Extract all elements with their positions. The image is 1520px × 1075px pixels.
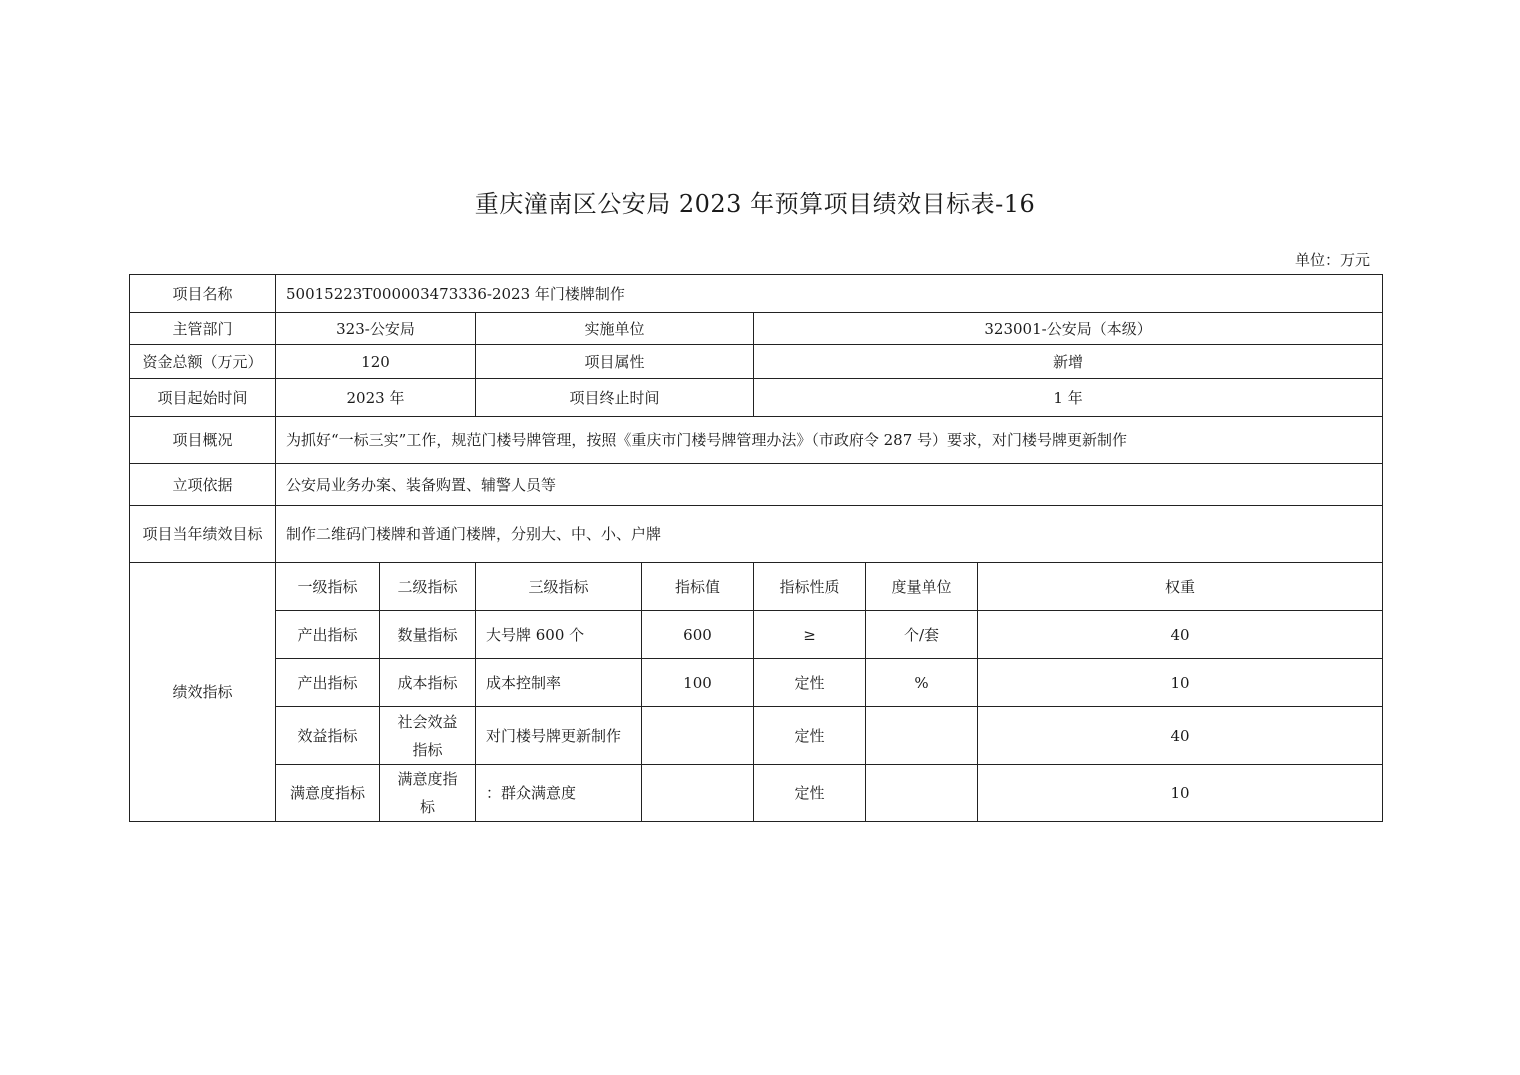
performance-table bbox=[129, 274, 1383, 822]
nature-cell: ≥ bbox=[754, 611, 866, 659]
nature-cell: 定性 bbox=[754, 659, 866, 707]
level1-cell: 产出指标 bbox=[276, 611, 380, 659]
level3-cell: ：群众满意度 bbox=[476, 765, 642, 822]
level3-cell: 大号牌 600 个 bbox=[476, 611, 642, 659]
header-cell: 度量单位 bbox=[866, 563, 978, 611]
level2-cell: 满意度指标 bbox=[380, 765, 476, 822]
basis-value: 公安局业务办案、装备购置、辅警人员等 bbox=[276, 464, 1383, 506]
header-cell: 指标值 bbox=[642, 563, 754, 611]
table-row bbox=[130, 464, 1383, 506]
impl-value: 323001-公安局（本级） bbox=[754, 313, 1383, 345]
nature-cell: 定性 bbox=[754, 765, 866, 822]
weight-cell: 10 bbox=[978, 659, 1383, 707]
attr-value: 新增 bbox=[754, 345, 1383, 379]
overview-label: 项目概况 bbox=[130, 417, 276, 464]
table-row bbox=[130, 379, 1383, 417]
fund-value: 120 bbox=[276, 345, 476, 379]
indicator-header-row bbox=[130, 563, 1383, 611]
attr-label: 项目属性 bbox=[476, 345, 754, 379]
level3-cell: 对门楼号牌更新制作 bbox=[476, 707, 642, 765]
table-row bbox=[130, 506, 1383, 563]
table-row bbox=[130, 275, 1383, 313]
table-row bbox=[130, 345, 1383, 379]
impl-label: 实施单位 bbox=[476, 313, 754, 345]
level1-cell: 效益指标 bbox=[276, 707, 380, 765]
weight-cell: 40 bbox=[978, 707, 1383, 765]
start-label: 项目起始时间 bbox=[130, 379, 276, 417]
value-cell: 100 bbox=[642, 659, 754, 707]
start-value: 2023 年 bbox=[276, 379, 476, 417]
level3-cell: 成本控制率 bbox=[476, 659, 642, 707]
header-cell: 权重 bbox=[978, 563, 1383, 611]
header-cell: 三级指标 bbox=[476, 563, 642, 611]
table-row bbox=[130, 611, 1383, 659]
page-title: 重庆潼南区公安局 2023 年预算项目绩效目标表-16 bbox=[474, 190, 1036, 218]
unit-cell: 个/套 bbox=[866, 611, 978, 659]
unit-label: 单位：万元 bbox=[1294, 251, 1370, 269]
level2-cell: 数量指标 bbox=[380, 611, 476, 659]
unit-cell: % bbox=[866, 659, 978, 707]
weight-cell: 40 bbox=[978, 611, 1383, 659]
value-cell bbox=[642, 765, 754, 822]
end-value: 1 年 bbox=[754, 379, 1383, 417]
table-row bbox=[130, 313, 1383, 345]
table-row bbox=[130, 707, 1383, 765]
table-row bbox=[130, 417, 1383, 464]
indicator-section-label: 绩效指标 bbox=[130, 563, 276, 822]
nature-cell: 定性 bbox=[754, 707, 866, 765]
header-cell: 指标性质 bbox=[754, 563, 866, 611]
value-cell bbox=[642, 707, 754, 765]
unit-cell bbox=[866, 707, 978, 765]
goal-label: 项目当年绩效目标 bbox=[130, 506, 276, 563]
table-row bbox=[130, 765, 1383, 822]
value-cell: 600 bbox=[642, 611, 754, 659]
goal-value: 制作二维码门楼牌和普通门楼牌，分别大、中、小、户牌 bbox=[276, 506, 1383, 563]
end-label: 项目终止时间 bbox=[476, 379, 754, 417]
basis-label: 立项依据 bbox=[130, 464, 276, 506]
level2-cell: 社会效益指标 bbox=[380, 707, 476, 765]
level2-cell: 成本指标 bbox=[380, 659, 476, 707]
dept-label: 主管部门 bbox=[130, 313, 276, 345]
weight-cell: 10 bbox=[978, 765, 1383, 822]
header-cell: 一级指标 bbox=[276, 563, 380, 611]
header-cell: 二级指标 bbox=[380, 563, 476, 611]
fund-label: 资金总额（万元） bbox=[130, 345, 276, 379]
dept-value: 323-公安局 bbox=[276, 313, 476, 345]
name-label: 项目名称 bbox=[130, 275, 276, 313]
table-row bbox=[130, 659, 1383, 707]
level1-cell: 满意度指标 bbox=[276, 765, 380, 822]
unit-cell bbox=[866, 765, 978, 822]
name-value: 50015223T000003473336-2023 年门楼牌制作 bbox=[276, 275, 1383, 313]
overview-value: 为抓好“一标三实”工作，规范门楼号牌管理，按照《重庆市门楼号牌管理办法》（市政府令 287 号）要求，对门楼号牌更新制作 bbox=[276, 417, 1383, 464]
level1-cell: 产出指标 bbox=[276, 659, 380, 707]
